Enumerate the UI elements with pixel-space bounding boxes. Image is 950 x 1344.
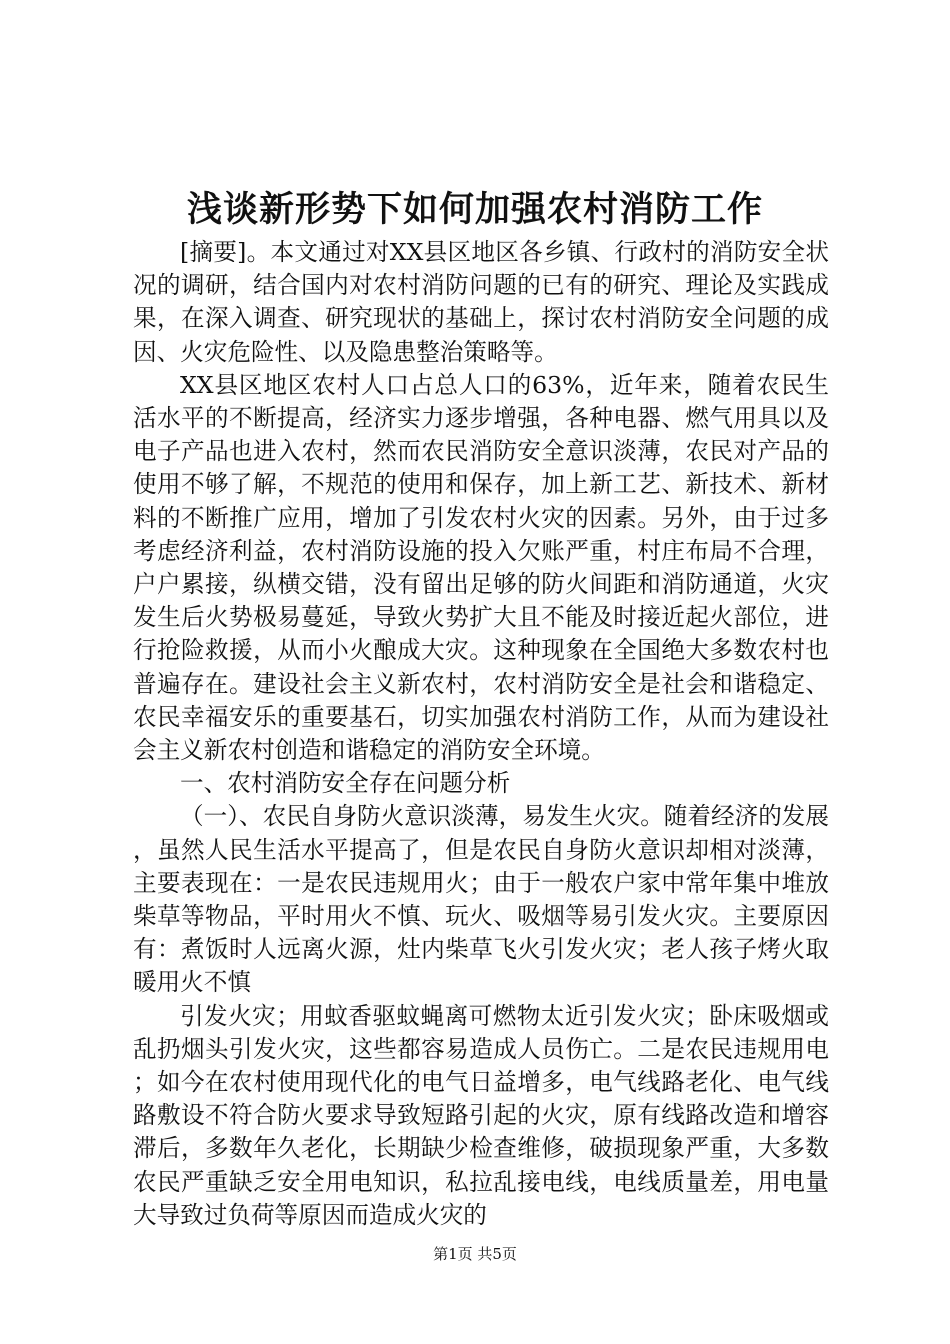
- body-paragraph: 引发火灾；用蚊香驱蚊蝇离可燃物太近引发火灾；卧床吸烟或乱扔烟头引发火灾，这些都容易造成人员伤亡。二是农民违规用电；如今在农村使用现代化的电气日益增多，电气线路老化、电气线路敷设不符合防火要求导致短路引起的火灾，原有线路改造和增容滞后，多数年久老化，长期缺少检查维修，破损现象严重，大多数农民严重缺乏安全用电知识，私拉乱接电线，电线质量差，用电量大导致过负荷等原因而造成火灾的: [133, 1001, 829, 1229]
- body-paragraph: （一）、农民自身防火意识淡薄，易发生火灾。随着经济的发展，虽然人民生活水平提高了，但是农民自身防火意识却相对淡薄，主要表现在：一是农民违规用火；由于一般农户家中常年集中堆放柴草等物品，平时用火不慎、玩火、吸烟等易引发火灾。主要原因有：煮饭时人远离火源，灶内柴草飞火引发火灾；老人孩子烤火取暖用火不慎: [133, 802, 829, 997]
- page-number-footer: 第1页 共5页: [433, 1245, 517, 1263]
- section-heading: 一、农村消防安全存在问题分析: [180, 769, 511, 798]
- document-body: [133, 236, 829, 1232]
- abstract-paragraph: [摘要]。本文通过对XX县区地区各乡镇、行政村的消防安全状况的调研，结合国内对农村消防问题的已有的研究、理论及实践成果，在深入调查、研究现状的基础上，探讨农村消防安全问题的成因、火灾危险性、以及隐患整治策略等。: [133, 238, 829, 366]
- body-paragraph: XX县区地区农村人口占总人口的63%，近年来，随着农民生活水平的不断提高，经济实力逐步增强，各种电器、燃气用具以及电子产品也进入农村，然而农民消防安全意识淡薄，农民对产品的使用不够了解，不规范的使用和保存，加上新工艺、新技术、新材料的不断推广应用，增加了引发农村火灾的因素。另外，由于过多考虑经济利益，农村消防设施的投入欠账严重，村庄布局不合理，户户累接，纵横交错，没有留出足够的防火间距和消防通道，火灾发生后火势极易蔓延，导致火势扩大且不能及时接近起火部位，进行抢险救援，从而小火酿成大灾。这种现象在全国绝大多数农村也普遍存在。建设社会主义新农村，农村消防安全是社会和谐稳定、农民幸福安乐的重要基石，切实加强农村消防工作，从而为建设社会主义新农村创造和谐稳定的消防安全环境。: [133, 370, 829, 765]
- document-title: 浅谈新形势下如何加强农村消防工作: [186, 189, 763, 230]
